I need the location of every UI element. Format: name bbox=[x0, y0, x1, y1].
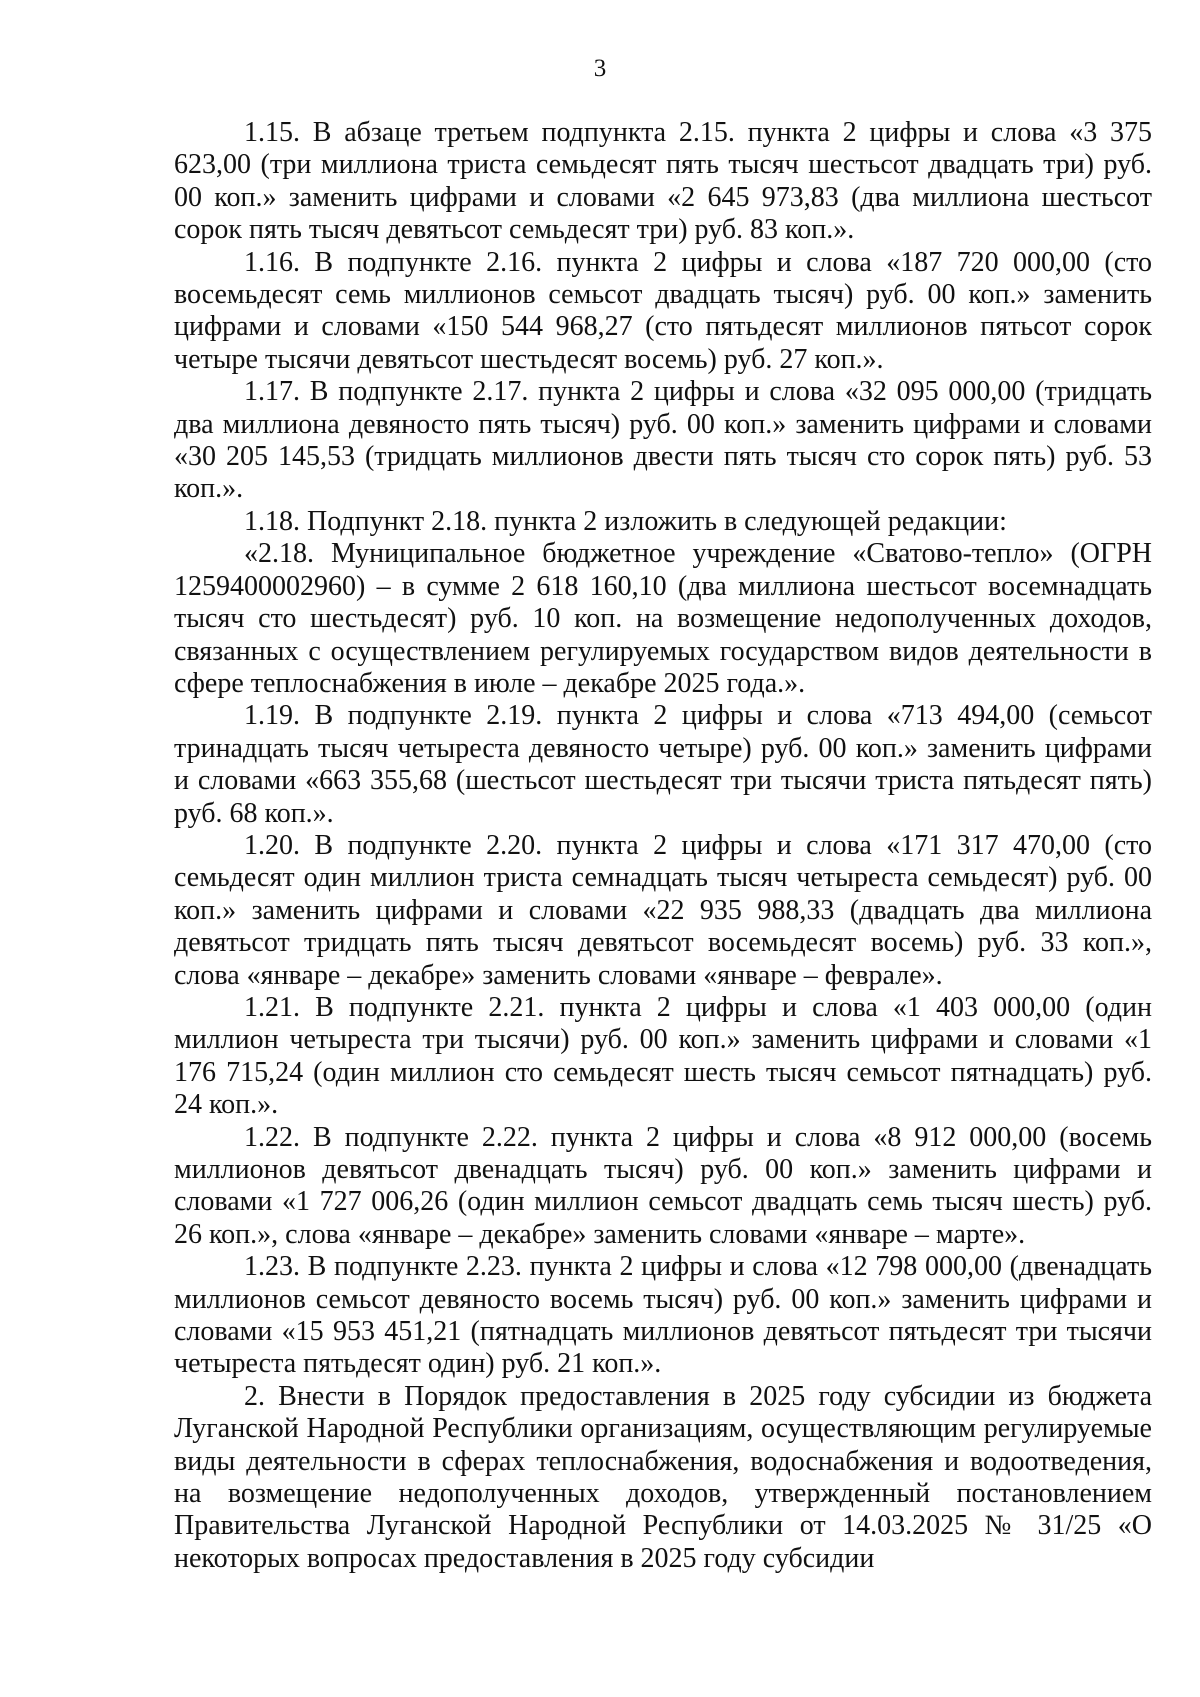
paragraph-1-22: 1.22. В подпункте 2.22. пункта 2 цифры и слова «8 912 000,00 (восемь миллионов девятьсот двенадцать тысяч) руб. 00 коп.» заменить цифрами и словами «1 727 006,26 (один миллион семьсот двадцать семь тысяч шесть) руб. 26 коп.», слова «январе – декабре» заменить словами «январе – марте». bbox=[174, 1121, 1152, 1250]
paragraph-1-23: 1.23. В подпункте 2.23. пункта 2 цифры и слова «12 798 000,00 (двенадцать миллионов семьсот девяносто восемь тысяч) руб. 00 коп.» заменить цифрами и словами «15 953 451,21 (пятнадцать миллионов девятьсот пятьдесят три тысячи четыреста пятьдесят один) руб. 21 коп.». bbox=[174, 1251, 1152, 1380]
paragraph-1-19: 1.19. В подпункте 2.19. пункта 2 цифры и слова «713 494,00 (семьсот тринадцать тысяч четыреста девяносто четыре) руб. 00 коп.» заменить цифрами и словами «663 355,68 (шестьсот шестьдесят три тысячи триста пятьдесят пять) руб. 68 коп.». bbox=[174, 700, 1152, 829]
paragraph-1-15: 1.15. В абзаце третьем подпункта 2.15. пункта 2 цифры и слова «3 375 623,00 (три миллиона триста семьдесят пять тысяч шестьсот двадцать три) руб. 00 коп.» заменить цифрами и словами «2 645 973,83 (два миллиона шестьсот сорок пять тысяч девятьсот семьдесят три) руб. 83 коп.». bbox=[174, 117, 1152, 246]
paragraph-1-20: 1.20. В подпункте 2.20. пункта 2 цифры и слова «171 317 470,00 (сто семьдесят один миллион триста семнадцать тысяч четыреста семьдесят) руб. 00 коп.» заменить цифрами и словами «22 935 988,33 (двадцать два миллиона девятьсот тридцать пять тысяч девятьсот восемьдесят восемь) руб. 33 коп.», слова «январе – декабре» заменить словами «январе – феврале». bbox=[174, 829, 1152, 991]
document-body bbox=[174, 117, 1152, 1575]
paragraph-2: 2. Внести в Порядок предоставления в 2025 году субсидии из бюджета Луганской Народной Республики организациям, осуществляющим регулируемые виды деятельности в сферах теплоснабжения, водоснабжения и водоотведения, на возмещение недополученных доходов, утвержденный постановлением Правительства Луганской Народной Республики от 14.03.2025 № 31/25 «О некоторых вопросах предоставления в 2025 году субсидии bbox=[174, 1380, 1152, 1574]
page-number: 3 bbox=[593, 55, 607, 82]
paragraph-1-16: 1.16. В подпункте 2.16. пункта 2 цифры и слова «187 720 000,00 (сто восемьдесят семь миллионов семьсот двадцать тысяч) руб. 00 коп.» заменить цифрами и словами «150 544 968,27 (сто пятьдесят миллионов пятьсот сорок четыре тысячи девятьсот шестьдесят восемь) руб. 27 коп.». bbox=[174, 246, 1152, 375]
paragraph-2-18-quote: «2.18. Муниципальное бюджетное учреждение «Сватово-тепло» (ОГРН 1259400002960) – в сумме 2 618 160,10 (два миллиона шестьсот восемнадцать тысяч сто шестьдесят) руб. 10 коп. на возмещение недополученных доходов, связанных с осуществлением регулируемых государством видов деятельности в сфере теплоснабжения в июле – декабре 2025 года.». bbox=[174, 538, 1152, 699]
paragraph-1-17: 1.17. В подпункте 2.17. пункта 2 цифры и слова «32 095 000,00 (тридцать два миллиона девяносто пять тысяч) руб. 00 коп.» заменить цифрами и словами «30 205 145,53 (тридцать миллионов двести пять тысяч сто сорок пять) руб. 53 коп.». bbox=[174, 376, 1152, 505]
paragraph-1-18: 1.18. Подпункт 2.18. пункта 2 изложить в следующей редакции: bbox=[244, 505, 1007, 537]
paragraph-1-21: 1.21. В подпункте 2.21. пункта 2 цифры и слова «1 403 000,00 (один миллион четыреста три тысячи) руб. 00 коп.» заменить цифрами и словами «1 176 715,24 (один миллион сто семьдесят шесть тысяч семьсот пятнадцать) руб. 24 коп.». bbox=[174, 991, 1152, 1121]
